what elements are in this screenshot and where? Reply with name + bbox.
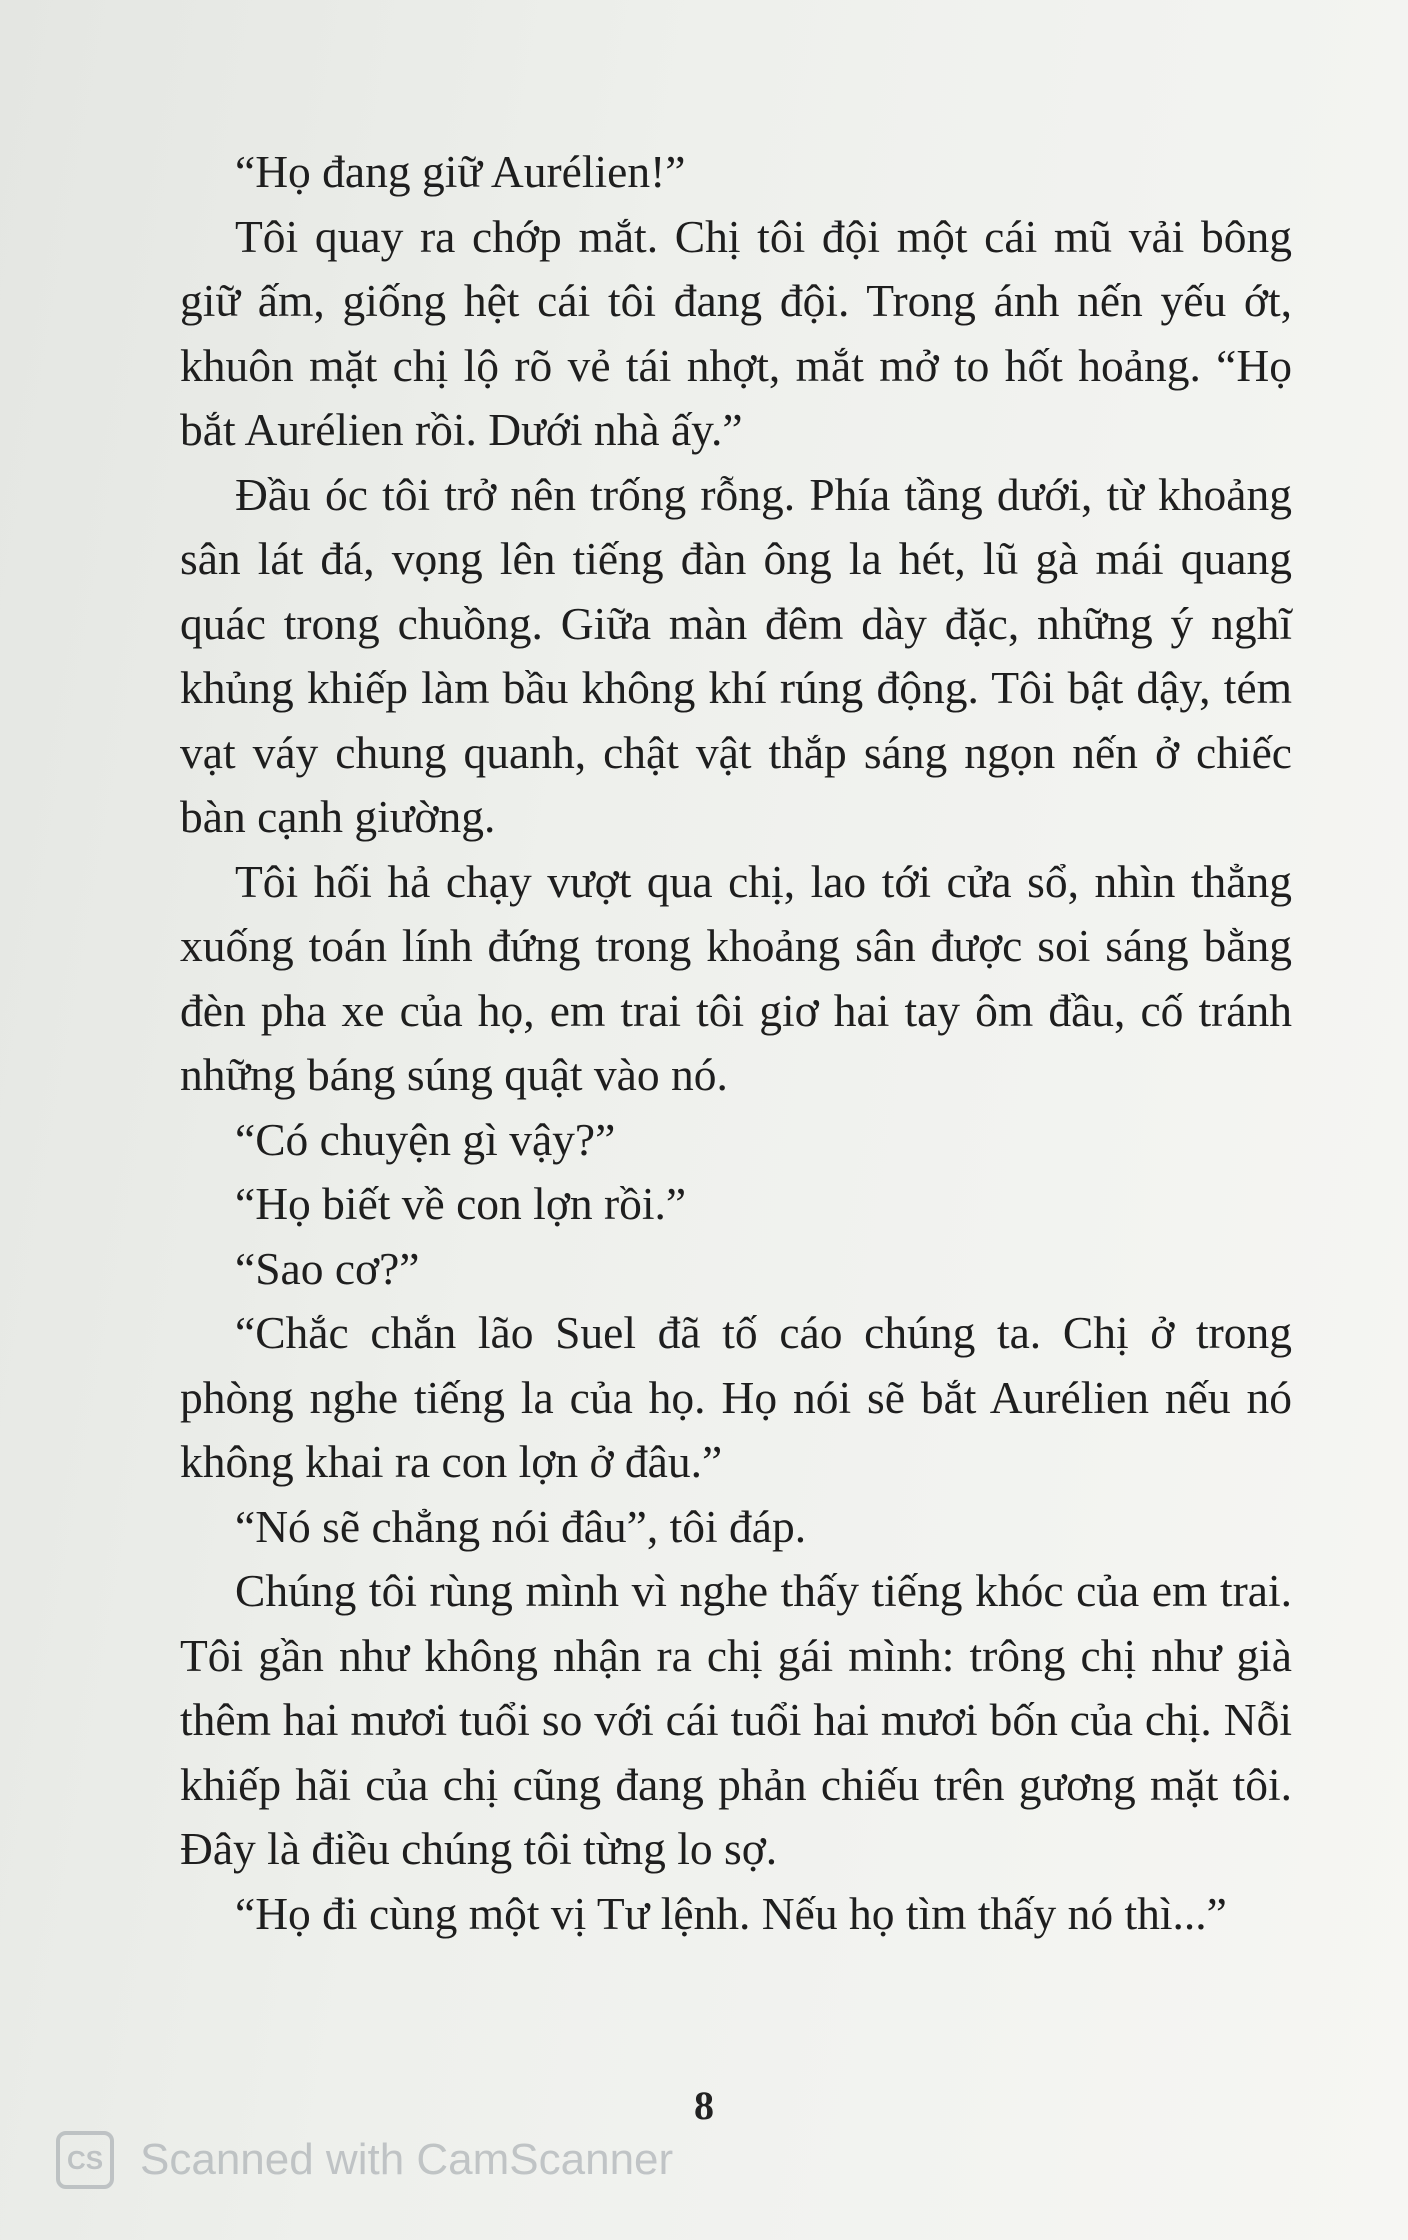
camscanner-logo-icon: CS bbox=[56, 2131, 114, 2189]
paragraph-4: Tôi hối hả chạy vượt qua chị, lao tới cửa sổ, nhìn thẳng xuống toán lính đứng trong khoảng sân được soi sáng bằng đèn pha xe của họ, em trai tôi giơ hai tay ôm đầu, cố tránh những báng súng quật vào nó. bbox=[180, 855, 1292, 1100]
watermark-text: Scanned with CamScanner bbox=[140, 2135, 674, 2184]
paragraph-9: “Nó sẽ chẳng nói đâu”, tôi đáp. bbox=[235, 1500, 807, 1552]
paragraph-2: Tôi quay ra chớp mắt. Chị tôi đội một cái mũ vải bông giữ ấm, giống hệt cái tôi đang đội. Trong ánh nến yếu ớt, khuôn mặt chị lộ rõ vẻ tái nhợt, mắt mở to hốt hoảng. “Họ bắt Aurélien rồi. Dưới nhà ấy.” bbox=[180, 210, 1292, 455]
paragraph-6: “Họ biết về con lợn rồi.” bbox=[235, 1178, 687, 1229]
paragraph-3: Đầu óc tôi trở nên trống rỗng. Phía tầng dưới, từ khoảng sân lát đá, vọng lên tiếng đàn ông la hét, lũ gà mái quang quác trong chuồng. Giữa màn đêm dày đặc, những ý nghĩ khủng khiếp làm bầu không khí rúng động. Tôi bật dậy, tém vạt váy chung quanh, chật vật thắp sáng ngọn nến ở chiếc bàn cạnh giường. bbox=[180, 468, 1292, 842]
paragraph-7: “Sao cơ?” bbox=[235, 1242, 420, 1294]
camscanner-watermark bbox=[56, 2128, 673, 2192]
paragraph-8: “Chắc chắn lão Suel đã tố cáo chúng ta. Chị ở trong phòng nghe tiếng la của họ. Họ nói sẽ bắt Aurélien nếu nó không khai ra con lợn ở đâu.” bbox=[180, 1307, 1292, 1487]
paragraph-11: “Họ đi cùng một vị Tư lệnh. Nếu họ tìm thấy nó thì...” bbox=[235, 1887, 1227, 1939]
page-number: 8 bbox=[694, 2083, 714, 2128]
body-text bbox=[180, 140, 1292, 1946]
paragraph-1: “Họ đang giữ Aurélien!” bbox=[235, 146, 686, 197]
paragraph-5: “Có chuyện gì vậy?” bbox=[235, 1113, 616, 1165]
paragraph-10: Chúng tôi rùng mình vì nghe thấy tiếng khóc của em trai. Tôi gần như không nhận ra chị gái mình: trông chị như già thêm hai mươi tuổi so với cái tuổi hai mươi bốn của chị. Nỗi khiếp hãi của chị cũng đang phản chiếu trên gương mặt tôi. Đây là điều chúng tôi từng lo sợ. bbox=[180, 1565, 1292, 1874]
